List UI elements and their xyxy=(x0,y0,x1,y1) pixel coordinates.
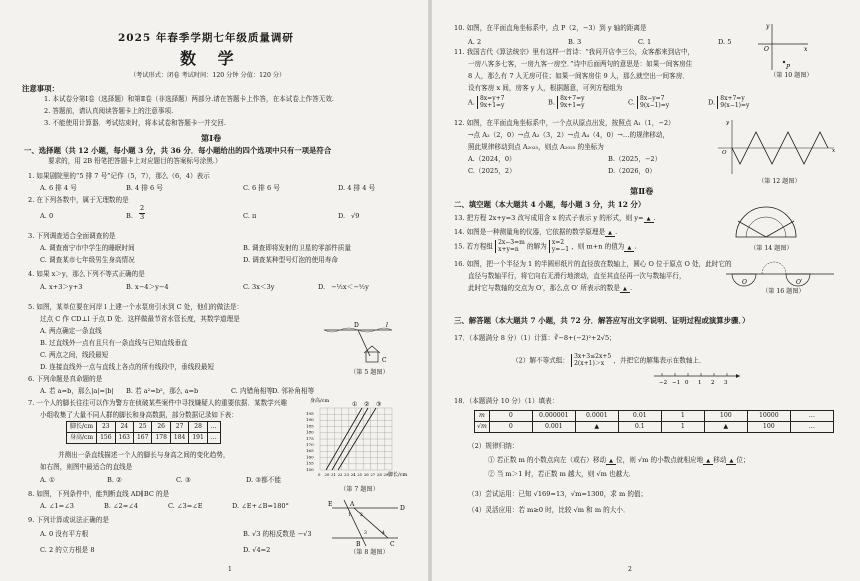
section-one-heading-2: 要求的，用 2B 铅笔把答题卡上对应题目的答案标号涂黑.） xyxy=(48,157,222,165)
number-line-label: 3 xyxy=(724,380,728,386)
page-two xyxy=(432,0,860,581)
question-15: 15. 若方程组 2x−3=m x+y=n 的解为 x=2 y=−1 ，则 m+n 的值为 ▲ . xyxy=(454,239,637,253)
figure-7-ytick: 175 xyxy=(306,435,314,441)
page-one xyxy=(0,0,428,581)
question-9: 9. 下列计算或说法正确的是 xyxy=(28,516,109,524)
option: C. ③ xyxy=(176,476,191,484)
option: B. ② xyxy=(107,476,122,484)
table-row: 身高/cm 156 163 167 178 184 191 … xyxy=(67,433,221,444)
figure-14-caption: （第 14 题图） xyxy=(750,245,793,252)
question-7: 7. 一个人的脚长往往可以作为警方在侦破某些案件中寻找嫌疑人的重要依据．某数学兴趣 xyxy=(28,399,287,407)
svg-text:x: x xyxy=(832,148,836,154)
option: A. x+3＞y+3 xyxy=(40,283,83,291)
blank-cell: ▲ xyxy=(575,422,618,433)
fraction: 2 3 xyxy=(140,204,145,221)
question-18-part-4: （4）灵活应用：若 m≥0 时，比较 √m 和 m 的大小． xyxy=(468,506,630,514)
question-14: 14. 如图是一种测量角的仪器，它依据的数学原理是 ▲ . xyxy=(454,228,618,236)
option: B. x−4＞y−4 xyxy=(126,283,169,291)
question-12-line: 照此规律移动到点 A₂₀₂₅，则点 A₂₀₂₅ 的坐标为 xyxy=(468,143,604,151)
figure-7-xtick: 26 xyxy=(363,472,369,477)
figure-7-caption: （第 7 题图） xyxy=(340,486,379,493)
option: D. ③都不能 xyxy=(246,476,281,484)
figure-10-caption: （第 10 题图） xyxy=(770,72,813,79)
option: C. ∠3=∠E xyxy=(168,502,203,510)
question-18: 18．（本题满分 10 分）（1）填表： xyxy=(454,397,559,405)
page-number: 2 xyxy=(628,565,632,573)
svg-text:x: x xyxy=(804,46,808,53)
svg-text:B: B xyxy=(356,541,361,548)
rule-2: ② 当 m＞1 时，若正数 m 越大，则 √m 也越大． xyxy=(488,470,636,478)
option: D. 5 xyxy=(718,38,732,46)
question-16-line: 此时它与数轴的交点为 O′，那么点 O′ 所表示的数是 ▲ . xyxy=(468,284,633,292)
exam-title: 2025 年春季学期七年级质量调研 xyxy=(118,32,294,44)
option: A. 8x=y+7 9x+1=y xyxy=(468,95,505,109)
question-11-line: 一房八客多七客，一房九客一房空．”诗中后面两句的意思是：如果一间客房住 xyxy=(468,60,693,68)
notice-line: 2. 答题前，请认真阅读答题卡上的注意事项. xyxy=(44,107,174,115)
svg-text:l: l xyxy=(386,322,388,329)
number-line xyxy=(654,372,744,388)
question-18-table xyxy=(474,410,834,433)
subject-title: 数 学 xyxy=(180,49,242,68)
question-7-tail: 并测出一条直线描述一个人的脚长与身高之间的变化趋势， xyxy=(58,451,230,459)
question-10: 10. 如图，在平面直角坐标系中，点 P（2，−3）到 y 轴的距离是 xyxy=(454,24,647,32)
figure-7-ytick: 180 xyxy=(306,429,314,435)
line-label-3: ③ xyxy=(376,401,382,408)
figure-7-xtick: 21 xyxy=(331,472,336,477)
option: B.（2025，−2） xyxy=(608,155,662,163)
figure-7-xtick: 23 xyxy=(344,472,350,477)
figure-7-xtick: 25 xyxy=(357,472,363,477)
figure-8 xyxy=(326,500,406,550)
figure-7-xtick: 20 xyxy=(324,472,330,477)
question-1: 1. 如果剧院里的“5 排 7 号”记作（5，7），那么（6，4）表示 xyxy=(28,172,210,180)
page-number: 1 xyxy=(228,565,232,573)
figure-7-xtick: 28 xyxy=(376,472,382,477)
option: B. 4 排 6 号 xyxy=(126,184,163,192)
svg-text:3: 3 xyxy=(364,531,367,536)
section-three-heading: 三、解答题（本大题共 7 小题，共 72 分．解答应写出文字说明、证明过程或演算步骤．） xyxy=(454,316,750,325)
option: D. √4=2 xyxy=(243,546,271,554)
figure-12-caption: （第 12 题图） xyxy=(758,178,801,185)
section-one-heading: 一、选择题（共 12 小题，每小题 3 分，共 36 分．每小题给出的四个选项中只有一项是符合 xyxy=(24,146,332,155)
figure-16-caption: （第 16 题图） xyxy=(762,288,805,295)
volume-two-title: 第Ⅱ卷 xyxy=(630,186,654,196)
option: A. 6 排 4 号 xyxy=(40,184,77,192)
svg-text:C: C xyxy=(390,541,395,548)
number-line-label: −2 xyxy=(659,380,668,386)
section-two-heading: 二、填空题（本大题共 4 小题，每小题 3 分，共 12 分） xyxy=(454,200,646,209)
svg-text:1: 1 xyxy=(348,513,351,518)
figure-5 xyxy=(322,318,392,368)
figure-14-protractor xyxy=(732,205,802,245)
option: A. 0 没有平方根 xyxy=(40,530,89,538)
number-line-label: −1 xyxy=(672,380,681,386)
svg-text:A: A xyxy=(350,501,355,508)
svg-text:O: O xyxy=(722,150,727,156)
question-11-line: 8 人，那么有 7 人无房可住；如果一间客房住 9 人，那么就空出一间客房． xyxy=(468,72,689,80)
svg-text:C: C xyxy=(382,357,387,364)
option: A. 0 xyxy=(40,212,54,220)
number-line-label: 0 xyxy=(685,380,689,386)
option: A. ① xyxy=(40,476,55,484)
figure-7-xtick: 29 xyxy=(383,472,389,477)
question-7-line: 小组收集了大量不同人群的脚长和身高数据，部分数据记录如下表： xyxy=(40,411,238,419)
question-13: 13. 把方程 2x+y=3 改写成用含 x 的式子表示 y 的形式，则 y= ▲ . xyxy=(454,214,656,222)
question-11: 11. 我国古代《算法统宗》里有这样一首诗：“我问开店李三公，众客都来到店中， xyxy=(454,48,695,56)
figure-7-ytick: 170 xyxy=(306,442,314,447)
exam-info: （考试形式：闭卷 考试时间：120 分钟 分值：120 分） xyxy=(130,72,286,79)
svg-text:O: O xyxy=(742,279,747,286)
notice-line: 1. 本试卷分第Ⅰ卷（选择题）和第Ⅱ卷（非选择题）两部分.请在答题卡上作答，在本试卷上作答无效. xyxy=(44,95,335,103)
question-5: 5. 如图，某单位要在河岸 l 上建一个水泵房引水到 C 处，他们的做法是： xyxy=(28,303,244,311)
question-8: 8. 如图，下列条件中，能判断直线 AD∥BC 的是 xyxy=(28,490,170,498)
sqrt-9: √9 xyxy=(351,212,360,220)
rule-1: ① 若正数 m 的小数点向左（或右）移动 ▲ 位，则 √m 的小数点就相应地 ▲ 移动 ▲ 位； xyxy=(488,456,750,464)
question-7-tail: 如右图，则图中最适合的直线是 xyxy=(40,463,133,471)
figure-12 xyxy=(718,118,838,178)
line-label-1: ① xyxy=(352,401,358,408)
figure-16 xyxy=(726,252,836,288)
option: B. 若 a²=b²，那么 a=b xyxy=(126,387,199,395)
option: C. 8x−y=7 9(x−1)=y xyxy=(628,95,670,109)
blank-cell: ▲ xyxy=(704,422,747,433)
option: D.（2026，0） xyxy=(608,167,656,175)
option: A.（2024，0） xyxy=(468,155,516,163)
option: D. xyxy=(338,212,346,220)
svg-text:D: D xyxy=(400,505,405,512)
option: C. 两点之间，线段最短 xyxy=(40,351,109,359)
option: C. 调查某市七年级男生身高情况 xyxy=(40,256,135,264)
question-16-line: 直径与数轴平行，将它向右无滑行地滚动，直至其直径再一次与数轴平行， xyxy=(468,272,686,280)
question-11-line: 设有客房 x 间，房客 y 人，根据题意，可列方程组为 xyxy=(468,84,623,92)
figure-7-xlabel: 脚长/cm xyxy=(388,472,408,478)
option: C. 2 的立方根是 8 xyxy=(40,546,95,554)
question-4: 4. 如果 x＞y，那么下列不等式正确的是 xyxy=(28,270,145,278)
option: D. 连接直线外一点与直线上各点的所有线段中，垂线段最短 xyxy=(40,363,215,371)
option: C. 1 xyxy=(638,38,652,46)
inequality-d: −½x＜−½y xyxy=(331,283,369,291)
figure-7-ylabel: 身高/cm xyxy=(310,398,330,404)
option: A. 2 xyxy=(468,38,482,46)
figure-8-caption: （第 8 题图） xyxy=(350,549,389,556)
line-label-2: ② xyxy=(364,401,370,408)
question-17: 17．（本题满分 8 分）（1）计算：∛−8+(−2)²+2√5； xyxy=(454,334,616,342)
option: D. 调查某种型号灯泡的使用寿命 xyxy=(243,256,338,264)
figure-7-ytick: 195 xyxy=(306,411,314,416)
option: C. π xyxy=(243,212,257,220)
question-18-part-2: （2）规律归纳： xyxy=(468,442,519,450)
question-16: 16. 如图，把一个半径为 1 的半圆形纸片的直径放在数轴上，圆心 O 位于原点 O 处，此时它的 xyxy=(454,260,732,268)
question-18-part-3: （3）尝试运用：已知 √169=13，√m=1300，求 m 的值； xyxy=(468,490,648,498)
number-line-label: 2 xyxy=(711,380,715,386)
question-6: 6. 下列命题是真命题的是 xyxy=(28,375,103,383)
figure-10 xyxy=(758,22,818,72)
option: D. 4 排 4 号 xyxy=(338,184,376,192)
svg-text:4: 4 xyxy=(382,531,385,536)
option: A. ∠1=∠3 xyxy=(40,502,74,510)
svg-text:D: D xyxy=(354,322,359,329)
svg-text:2: 2 xyxy=(360,513,363,518)
question-2: 2. 在下列各数中，属于无理数的是 xyxy=(28,196,129,204)
figure-7-ytick: 165 xyxy=(306,448,314,454)
option: D. 邻补角相等 xyxy=(272,387,315,395)
figure-7-xtick: 24 xyxy=(350,472,356,477)
question-5-line: 过点 C 作 CD⊥l 于点 D 处．这样做最节省水管长度，其数学道理是 xyxy=(40,315,240,323)
svg-text:P: P xyxy=(786,64,791,71)
question-3: 3. 下列调查适合全面调查的是 xyxy=(28,232,116,240)
svg-text:y: y xyxy=(766,23,770,30)
option: A. 调查南宁市中学生的睡眠时间 xyxy=(40,244,135,252)
option: B. √3 的相反数是 −√3 xyxy=(243,530,312,538)
figure-7-xtick: 22 xyxy=(337,472,343,477)
option: B. 3 xyxy=(568,38,582,46)
option: C. 内错角相等 xyxy=(231,387,273,395)
option: B. ∠2=∠4 xyxy=(104,502,139,510)
svg-text:E: E xyxy=(328,501,333,508)
svg-text:O: O xyxy=(764,46,769,53)
option: D. 8x+7=y 9(x−1)=y xyxy=(708,95,750,109)
notice-title: 注意事项： xyxy=(22,84,59,93)
question-7-table xyxy=(66,421,221,444)
volume-one-title: 第Ⅰ卷 xyxy=(201,133,222,143)
question-12: 12. 如图，在平面直角坐标系中，一个点从原点出发，按照点 A₁（1，−2） xyxy=(454,119,675,127)
option: D. ∠E+∠B=180° xyxy=(232,502,289,510)
option: A. 两点确定一条直线 xyxy=(40,327,102,335)
option: C. 3x＜3y xyxy=(243,283,275,291)
option: B. 8x+7=y 9x+1=y xyxy=(548,95,585,109)
svg-text:y: y xyxy=(726,120,730,126)
question-12-line: →点 A₂（2，0）→点 A₃（3，2）→点 A₄（4，0）→…的规律移动， xyxy=(468,131,670,139)
figure-7-ytick: 160 xyxy=(306,454,314,460)
figure-7-chart xyxy=(306,398,406,486)
option: B. xyxy=(126,212,133,220)
table-row: m 0 0.000001 0.0001 0.01 1 100 10000 … xyxy=(475,411,834,422)
option: B. 调查即将发射的卫星的零部件质量 xyxy=(243,244,351,252)
notice-line: 3. 不能使用计算器．考试结束时，将本试卷和答题卡一并交回. xyxy=(44,119,226,127)
figure-5-caption: （第 5 题图） xyxy=(350,369,389,376)
option: C.（2025，2） xyxy=(468,167,516,175)
figure-7-ytick: 155 xyxy=(306,460,314,466)
figure-7-ytick: 185 xyxy=(306,423,314,429)
svg-text:O′: O′ xyxy=(796,279,803,286)
option: D. xyxy=(318,283,326,291)
figure-7-ytick: 190 xyxy=(306,417,314,423)
option: A. 若 a=b，那么|a|=|b| xyxy=(40,387,114,395)
table-row: √m 0 0.001 ▲ 0.1 1 ▲ 100 … xyxy=(475,422,834,433)
question-17-part-2: （2）解不等式组： 3x+3≤2x+5 2(x+1)＞x ，并把它的解集表示在数轴上． xyxy=(512,353,706,367)
figure-7-xtick: 27 xyxy=(370,472,376,477)
number-line-label: 1 xyxy=(698,380,702,386)
figure-7-ytick: 150 xyxy=(306,466,314,472)
option: C. 6 排 6 号 xyxy=(243,184,280,192)
figure-7-xtick: 0 xyxy=(318,472,321,477)
table-row: 脚长/cm 23 24 25 26 27 28 … xyxy=(67,422,221,433)
option: B. 过直线外一点有且只有一条直线与已知直线垂直 xyxy=(40,339,188,347)
